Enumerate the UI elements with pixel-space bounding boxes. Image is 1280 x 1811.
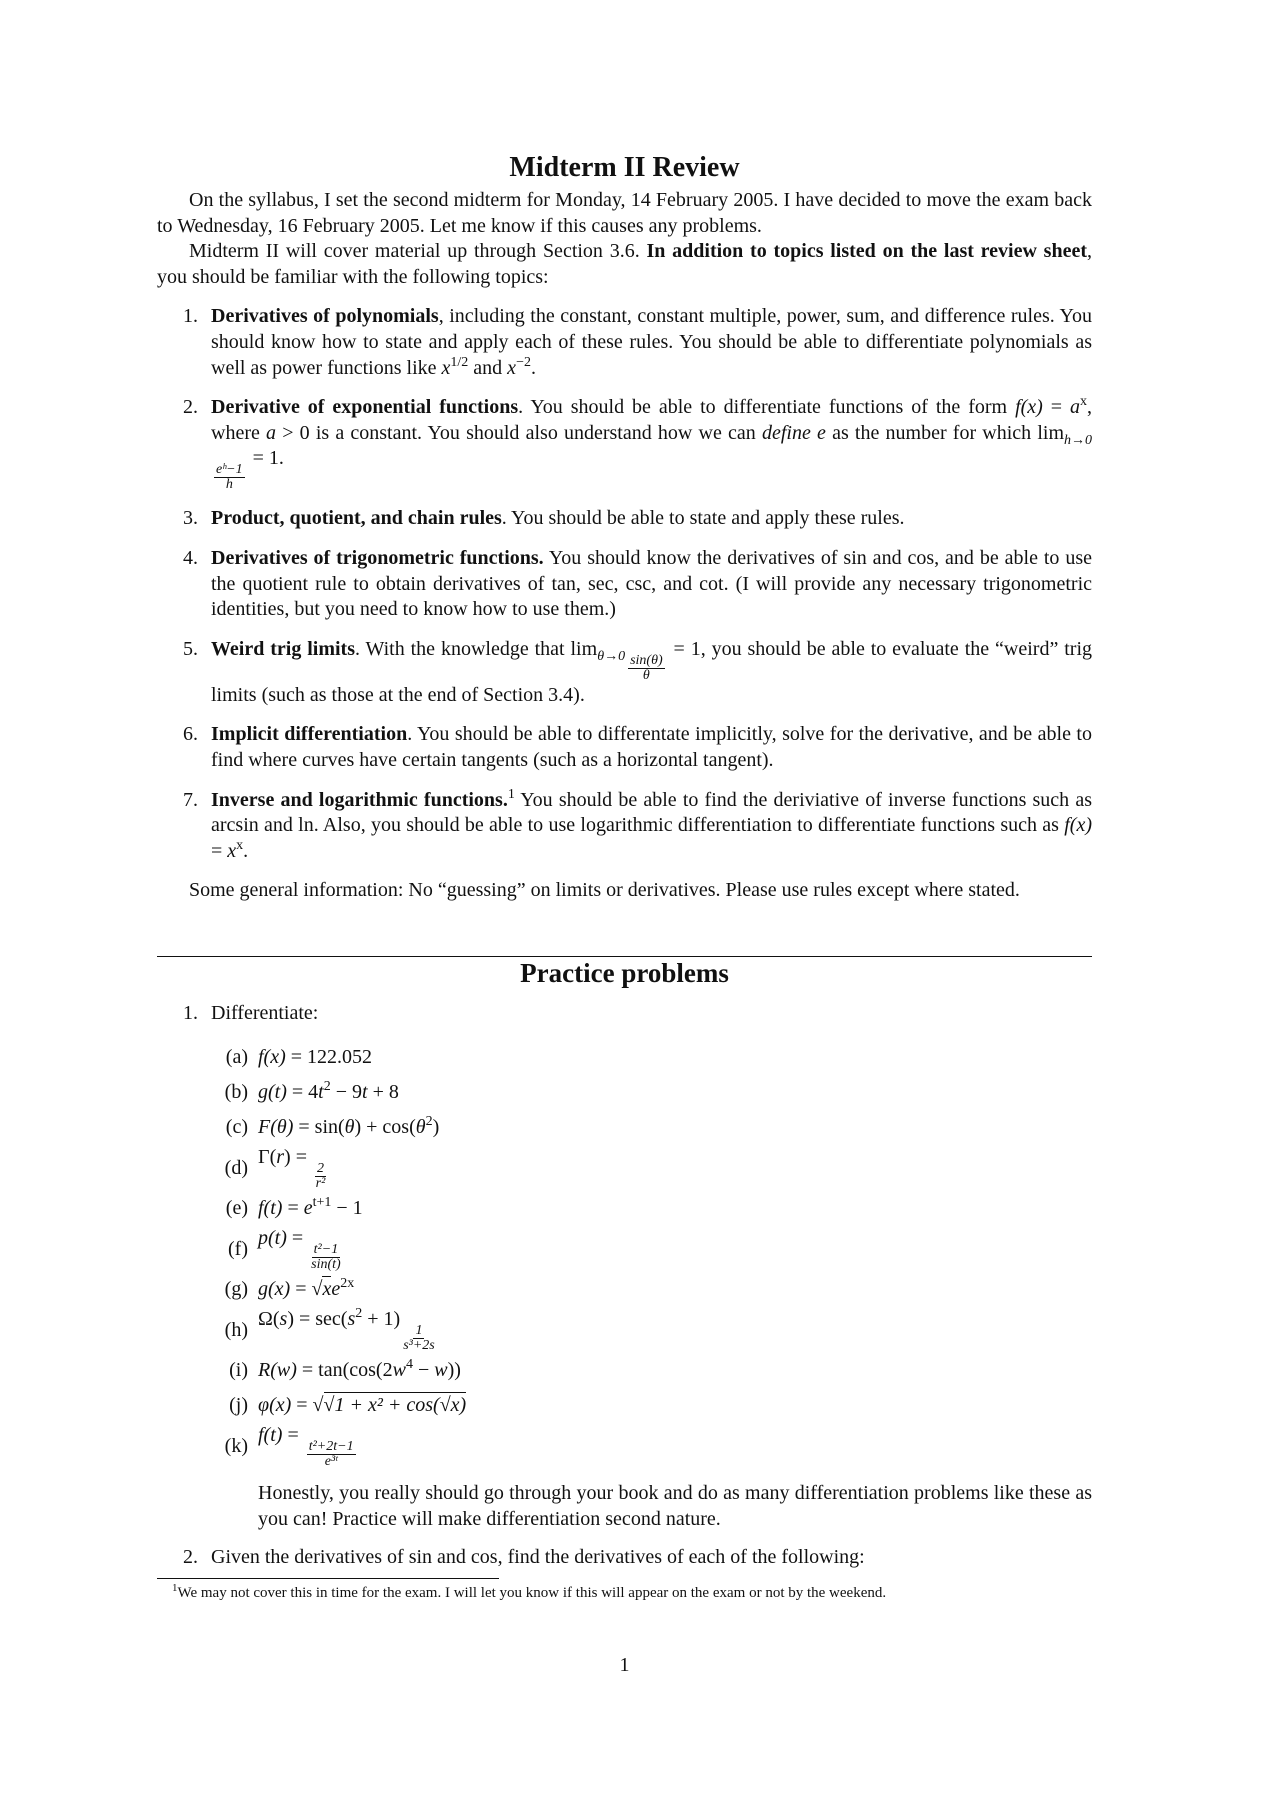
math-text: e xyxy=(331,1278,341,1301)
problem-part xyxy=(157,1353,1092,1388)
part-label: (k) xyxy=(224,1434,248,1457)
part-label: (c) xyxy=(225,1116,248,1139)
part-expression xyxy=(248,1393,466,1419)
denominator: sin(t) xyxy=(311,1257,341,1273)
problem-part xyxy=(157,1226,1092,1272)
intro-paragraph-1 xyxy=(157,188,1092,239)
denominator: e³ᵗ xyxy=(324,1454,338,1470)
text: . xyxy=(243,839,249,862)
numerator: t²+2t−1 xyxy=(308,1439,354,1455)
part-expression xyxy=(248,1307,438,1353)
math-text: e xyxy=(303,1197,313,1220)
math-text: s xyxy=(279,1308,288,1331)
part-expression xyxy=(248,1423,359,1469)
part-label: (e) xyxy=(225,1197,248,1220)
math-text: define xyxy=(761,421,811,444)
math-text: g(t) xyxy=(258,1081,287,1104)
topic-text xyxy=(211,788,1092,865)
numerator: 2 xyxy=(316,1161,324,1177)
math-text: θ→0 xyxy=(597,648,626,664)
denominator: θ xyxy=(642,667,650,683)
problem-part xyxy=(157,1388,1092,1423)
math-text: f(x) xyxy=(258,1046,286,1069)
math-text: t+1 xyxy=(312,1195,332,1211)
bold-text: Weird trig limits xyxy=(211,637,355,660)
text: . You should be able to differentate implicitly, solve for the derivative, and be able to find where curves have certain tangents (such as a horizontal tangent). xyxy=(211,723,1092,771)
math-text: r xyxy=(276,1146,285,1169)
text: as the number for which lim xyxy=(825,421,1064,444)
text: = xyxy=(1042,396,1070,419)
bold-text: Derivatives of polynomials xyxy=(211,305,439,328)
numerator: sin(θ) xyxy=(630,652,663,668)
text: Ω( xyxy=(258,1308,280,1331)
part-expression xyxy=(248,1115,439,1141)
text: = tan(cos(2 xyxy=(296,1359,393,1382)
text: = xyxy=(282,1424,304,1447)
math-text: a xyxy=(1070,396,1080,419)
fraction xyxy=(403,1324,435,1353)
topic-item-trig xyxy=(157,546,1092,623)
math-text: g(x) xyxy=(258,1278,291,1301)
text: . xyxy=(530,356,536,379)
math-text: θ xyxy=(344,1116,355,1139)
part-expression xyxy=(248,1145,329,1191)
topic-item-implicit xyxy=(157,722,1092,773)
part-label: (f) xyxy=(228,1237,248,1260)
part-label: (b) xyxy=(224,1081,248,1104)
math-text: w xyxy=(392,1359,406,1382)
text: )) xyxy=(447,1359,461,1382)
problem-1-note: Honestly, you really should go through your book and do as many differentiation problems like these as you can! Practice will make differentiation second nature. xyxy=(258,1482,1092,1531)
text: , including the constant, constant multiple, power, sum, and difference rules. You should know how to state and apply each of these rules. You should be able to differentiate polynomials as well as power functions like xyxy=(211,305,1092,379)
text: − 1 xyxy=(331,1197,363,1220)
text: + 1) xyxy=(362,1308,401,1331)
part-expression xyxy=(248,1358,461,1384)
text: = sin( xyxy=(293,1116,345,1139)
text: ) + cos( xyxy=(354,1116,416,1139)
intro-paragraph-2 xyxy=(157,239,1092,290)
page-title: Midterm II Review xyxy=(509,152,740,183)
text: , where xyxy=(211,396,1092,444)
text: > 0 is a constant. You should also understand how we can xyxy=(276,421,762,444)
text: You should be able to find the deriviative of inverse functions such as arcsin and ln. Also, you should be able to use logarithmic differentiation to differentiate functions such as xyxy=(211,788,1093,837)
math-text: 1 xyxy=(507,786,515,802)
bold-text: Inverse and logarithmic functions. xyxy=(211,788,508,811)
math-text: F(θ) xyxy=(258,1116,294,1139)
numerator: 1 xyxy=(415,1323,423,1339)
topic-number: 2. xyxy=(183,396,198,419)
problem-part xyxy=(157,1307,1092,1353)
math-text: t xyxy=(362,1081,368,1104)
part-label: (a) xyxy=(225,1046,248,1069)
numerator: eʰ−1 xyxy=(216,462,243,478)
denominator: s³+2s xyxy=(403,1338,435,1354)
math-text: 4 xyxy=(405,1357,413,1373)
practice-title: Practice problems xyxy=(520,957,729,988)
footnote-mark: 1 xyxy=(172,1582,178,1595)
topic-item-exponential xyxy=(157,395,1092,492)
text: ) = xyxy=(284,1146,312,1169)
denominator: r² xyxy=(315,1176,326,1192)
math-text: w xyxy=(434,1359,448,1382)
topic-list xyxy=(157,304,1092,864)
problem-part xyxy=(157,1145,1092,1191)
part-label: (h) xyxy=(224,1318,248,1341)
math-text: f(t) xyxy=(258,1424,283,1447)
topic-text xyxy=(211,722,1092,773)
math-text: R(w) xyxy=(258,1359,297,1382)
footnote xyxy=(157,1583,1092,1603)
problem-part xyxy=(157,1075,1092,1110)
bold-text: Derivative of exponential functions xyxy=(211,396,519,419)
math-text: φ(x) xyxy=(258,1394,292,1417)
math-text: x xyxy=(1080,394,1087,410)
text: = 122.052 xyxy=(285,1046,373,1069)
page-number: 1 xyxy=(619,1654,630,1677)
topic-number: 3. xyxy=(183,507,198,530)
fraction xyxy=(214,463,245,492)
text: − 9 xyxy=(330,1081,363,1104)
problem-1 xyxy=(157,1001,1092,1027)
bold-text: Product, quotient, and chain rules xyxy=(211,507,502,530)
topic-text xyxy=(211,637,1092,709)
math-text: a xyxy=(266,421,277,444)
problem-part xyxy=(157,1191,1092,1226)
text: and xyxy=(468,356,508,379)
topic-item-trig-limits xyxy=(157,637,1092,709)
problem-number: 2. xyxy=(183,1545,198,1568)
math-text: 2x xyxy=(340,1276,355,1292)
numerator: t²−1 xyxy=(313,1242,339,1258)
topic-text xyxy=(211,395,1092,492)
math-text: 1/2 xyxy=(450,354,469,370)
math-text: x xyxy=(236,837,244,853)
footnote-text: We may not cover this in time for the exam. I will let you know if this will appear on the exam or not by the weekend. xyxy=(177,1585,887,1602)
part-label: (d) xyxy=(224,1156,248,1179)
problem-number: 1. xyxy=(183,1001,198,1024)
bold-text: Derivatives of trigonometric functions. xyxy=(211,546,544,569)
text: . You should be able to differentiate functions of the form xyxy=(518,396,1016,419)
problem-2-text xyxy=(211,1545,1092,1571)
text: = √ xyxy=(291,1394,324,1417)
math-text: t xyxy=(318,1081,324,1104)
math-text: 2 xyxy=(425,1114,433,1130)
part-expression xyxy=(248,1080,399,1106)
text: = √ xyxy=(290,1278,323,1301)
part-label: (g) xyxy=(224,1278,248,1301)
part-expression xyxy=(248,1277,354,1303)
math-text: p(t) xyxy=(258,1227,287,1250)
math-text: x xyxy=(322,1278,332,1301)
topic-item-rules xyxy=(157,506,1092,532)
text: . With the knowledge that lim xyxy=(355,637,598,660)
bold-text: In addition to topics listed on the last review sheet xyxy=(646,240,1088,263)
math-text: s xyxy=(347,1308,356,1331)
fraction xyxy=(307,1440,356,1469)
topic-text xyxy=(211,304,1092,381)
math-text: f(t) xyxy=(258,1197,283,1220)
part-expression xyxy=(248,1196,363,1222)
topic-text xyxy=(211,506,1092,532)
math-text: 2 xyxy=(355,1306,363,1322)
topic-number: 4. xyxy=(183,546,198,569)
text: = 1. xyxy=(247,447,284,470)
fraction xyxy=(311,1243,341,1272)
topic-number: 6. xyxy=(183,723,198,746)
problem-1-parts xyxy=(157,1040,1092,1469)
text: + 8 xyxy=(367,1081,399,1104)
text: Γ( xyxy=(258,1146,277,1169)
topic-number: 7. xyxy=(183,788,198,811)
text: Midterm II will cover material up through Section 3.6. xyxy=(189,240,647,263)
problem-1-label: Differentiate: xyxy=(211,1001,319,1024)
practice-section xyxy=(157,956,1092,1570)
math-text: e xyxy=(817,421,826,444)
problem-part xyxy=(157,1110,1092,1145)
text: You should know the derivatives of sin and cos, and be able to use the quotient rule to obtain derivatives of tan, sec, csc, and cot. (I will provide any necessary trigonometric identities, but you need to know how to use them.) xyxy=(211,546,1093,621)
part-expression xyxy=(248,1045,372,1071)
text: ) xyxy=(432,1116,440,1139)
math-text: √1 + x² + cos(√x) xyxy=(323,1394,467,1417)
part-expression xyxy=(248,1226,344,1272)
text: , you should be familiar with the following topics: xyxy=(157,240,1093,288)
topic-text xyxy=(211,546,1092,623)
part-label: (j) xyxy=(229,1394,248,1417)
document-page xyxy=(157,150,1092,1679)
part-label: (i) xyxy=(229,1359,248,1382)
text: ) = sec( xyxy=(287,1308,348,1331)
bold-text: Implicit differentiation xyxy=(211,723,408,746)
denominator: h xyxy=(225,477,233,493)
math-text: x xyxy=(441,356,451,379)
text: = xyxy=(211,839,228,862)
math-text: x xyxy=(227,839,237,862)
math-text: h→0 xyxy=(1064,432,1092,448)
text: . You should be able to state and apply these rules. xyxy=(501,507,905,530)
text: On the syllabus, I set the second midterm for Monday, 14 February 2005. I have decided to move the exam back to Wednesday, 16 February 2005. Let me know if this causes any problems. xyxy=(157,189,1092,237)
math-text: θ xyxy=(415,1116,426,1139)
fraction xyxy=(315,1162,326,1191)
text: Given the derivatives of sin and cos, find the derivatives of each of the following: xyxy=(211,1545,865,1568)
topic-number: 1. xyxy=(183,305,198,328)
topic-item-inverse-log xyxy=(157,788,1092,865)
text: − xyxy=(412,1359,435,1382)
math-text: x xyxy=(507,356,517,379)
math-text: 2 xyxy=(323,1079,331,1095)
math-text: f(x) xyxy=(1015,396,1043,419)
text: = xyxy=(282,1197,304,1220)
problem-part xyxy=(157,1040,1092,1075)
footnote-rule xyxy=(157,1578,499,1579)
problem-part xyxy=(157,1423,1092,1469)
text: = 1, you should be able to evaluate the “weird” trig limits (such as those at the end of Section 3.4). xyxy=(211,637,1092,706)
problem-2 xyxy=(157,1545,1092,1571)
math-text: f(x) xyxy=(1064,814,1092,837)
math-text: −2 xyxy=(516,354,531,370)
problem-part xyxy=(157,1272,1092,1307)
text: = 4 xyxy=(286,1081,319,1104)
topic-item-polynomials xyxy=(157,304,1092,381)
text: = xyxy=(286,1227,309,1250)
general-info: Some general information: No “guessing” on limits or derivatives. Please use rules except where stated. xyxy=(189,879,1020,902)
topic-number: 5. xyxy=(183,637,198,660)
fraction xyxy=(628,654,665,683)
